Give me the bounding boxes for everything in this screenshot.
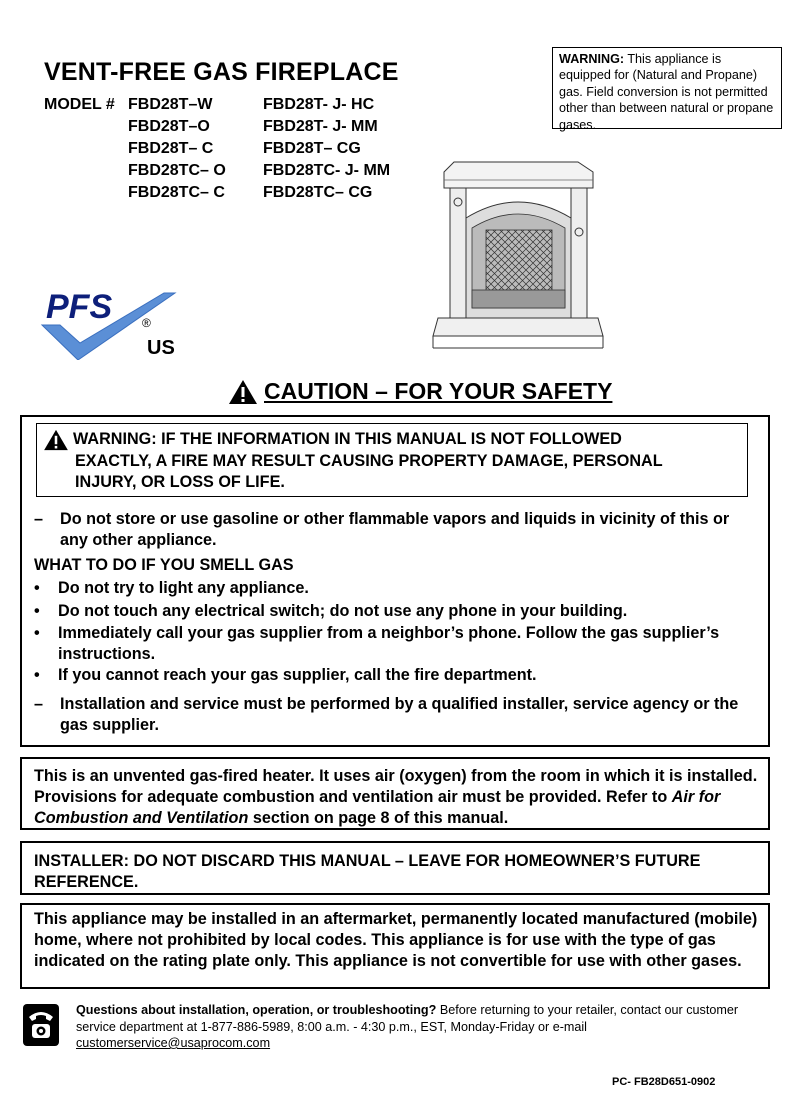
bullet-marker: •: [34, 666, 40, 684]
warning-label: WARNING:: [559, 52, 625, 66]
model-number: FBD28T– CG: [263, 140, 361, 157]
customer-service-info: [76, 1002, 776, 1052]
bullet-marker: •: [34, 602, 40, 620]
logo-country: US: [147, 337, 175, 359]
notice-text: This is an unvented gas-fired heater. It uses air (oxygen) from the room in which it is installed. Provisions for adequate combustion and ventilation air must be provided. Refer to: [34, 767, 758, 806]
model-number: FBD28TC– C: [128, 184, 225, 201]
logo-registered: ®: [142, 316, 151, 330]
list-item-text: Do not touch any electrical switch; do not use any phone in your building.: [58, 602, 628, 620]
list-item: [34, 601, 754, 622]
model-prefix: MODEL #: [44, 96, 115, 113]
installer-notice: INSTALLER: DO NOT DISCARD THIS MANUAL – LEAVE FOR HOMEOWNER’S FUTURE REFERENCE.: [20, 841, 770, 895]
model-number: FBD28TC– CG: [263, 184, 373, 201]
smell-gas-heading: WHAT TO DO IF YOU SMELL GAS: [34, 556, 294, 574]
bullet-marker: •: [34, 624, 40, 642]
notice-text: section on page 8 of this manual.: [248, 809, 509, 827]
model-number: FBD28TC– O: [128, 162, 226, 179]
list-item-text: Immediately call your gas supplier from a neighbor’s phone. Follow the gas supplier’s instructions.: [58, 624, 720, 663]
fire-warning-line: WARNING: IF THE INFORMATION IN THIS MANUAL IS NOT FOLLOWED: [73, 430, 622, 448]
model-number: FBD28T- J- HC: [263, 96, 375, 113]
model-number: FBD28TC- J- MM: [263, 162, 391, 179]
mobile-home-notice: This appliance may be installed in an aftermarket, permanently located manufactured (mobile) home, where not prohibited by local codes. This appliance is for use with the type of gas indicated on the rating plate only. This appliance is not convertible for use with other gases.: [20, 903, 770, 989]
fire-warning-line: EXACTLY, A FIRE MAY RESULT CAUSING PROPERTY DAMAGE, PERSONAL: [75, 452, 663, 470]
list-item: [34, 578, 754, 599]
model-number: FBD28T– C: [128, 140, 214, 157]
document-title: VENT-FREE GAS FIREPLACE: [44, 58, 399, 86]
telephone-icon: [22, 1003, 60, 1047]
gas-conversion-warning: [552, 47, 782, 132]
list-item: [34, 665, 754, 686]
section-reference: Air for Combustion and Ventilation: [34, 788, 721, 827]
fireplace-illustration: [428, 158, 608, 358]
warning-text: This appliance is equipped for (Natural and Propane) gas. Field conversion is not permitted other than between natural or propane gases.: [559, 52, 774, 132]
model-number: FBD28T–W: [128, 96, 213, 113]
email-link[interactable]: customerservice@usaprocom.com: [76, 1036, 271, 1050]
installation-notice: [34, 694, 754, 736]
caution-heading: [228, 378, 612, 405]
contact-text: Before returning to your retailer, contact our customer service department at 1-877-886-5989, 8:00 a.m. - 4:30 p.m., EST, Monday-Friday or e-mail: [76, 1003, 739, 1034]
unvented-heater-notice: [20, 757, 770, 830]
notice-text: Do not store or use gasoline or other flammable vapors and liquids in vicinity of this or any other appliance.: [60, 510, 730, 549]
part-number: PC- FB28D651-0902: [612, 1076, 716, 1088]
fire-warning: [36, 423, 748, 497]
model-number: FBD28T- J- MM: [263, 118, 378, 135]
questions-heading: Questions about installation, operation, or troubleshooting?: [76, 1003, 437, 1017]
list-item-text: If you cannot reach your gas supplier, call the fire department.: [58, 666, 537, 684]
logo-brand: PFS: [46, 288, 113, 326]
warning-triangle-icon: [228, 379, 258, 405]
list-item: [34, 623, 754, 665]
fire-warning-line: INJURY, OR LOSS OF LIFE.: [75, 473, 285, 491]
model-number: FBD28T–O: [128, 118, 210, 135]
dash-marker: –: [34, 695, 44, 713]
list-item-text: Do not try to light any appliance.: [58, 579, 309, 597]
notice-text: Installation and service must be performed by a qualified installer, service agency or the gas supplier.: [60, 695, 739, 734]
dash-marker: –: [34, 510, 44, 528]
pfs-logo: [40, 285, 180, 360]
caution-title: CAUTION – FOR YOUR SAFETY: [264, 378, 613, 404]
bullet-marker: •: [34, 579, 40, 597]
warning-triangle-icon: [43, 429, 69, 451]
flammable-vapors-notice: [34, 509, 754, 551]
